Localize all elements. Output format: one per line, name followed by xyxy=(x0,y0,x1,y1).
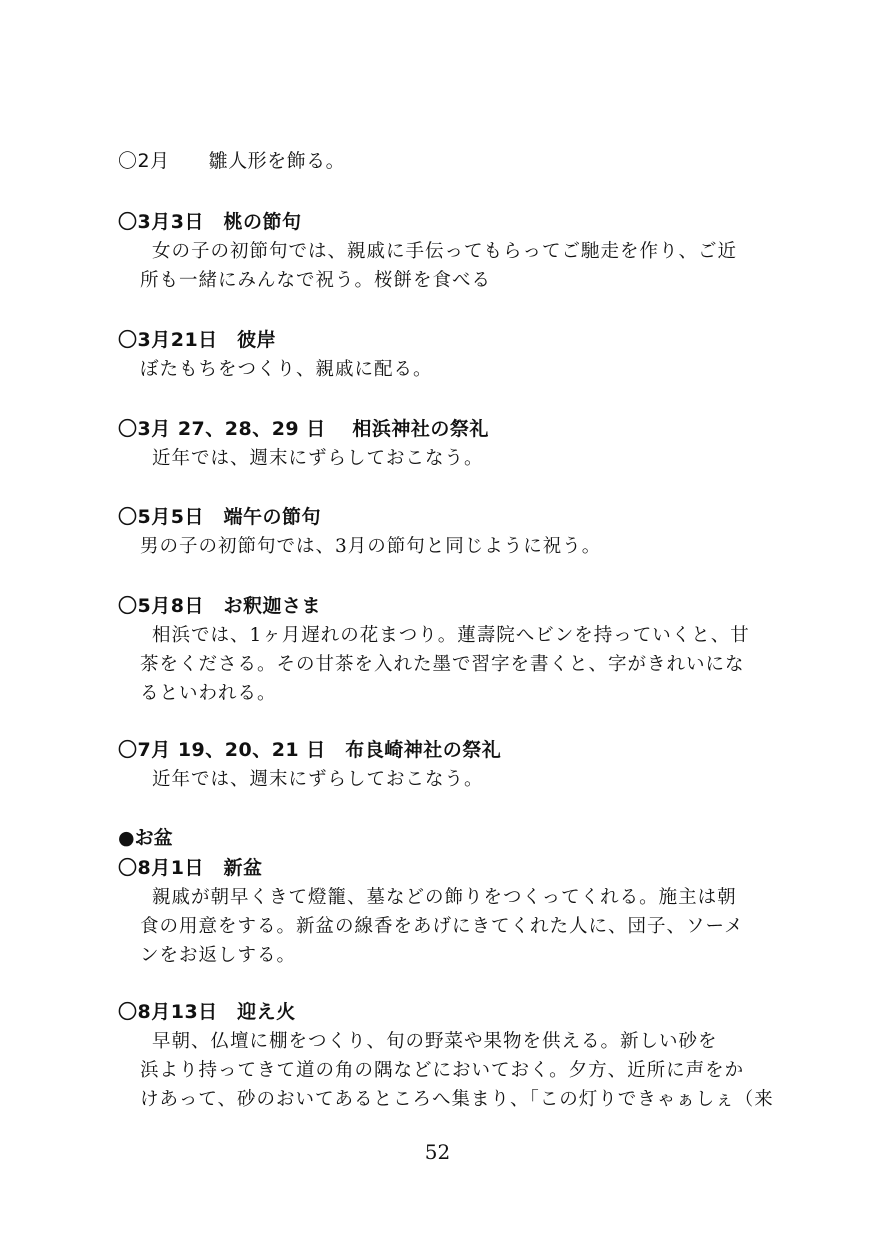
entry-body xyxy=(118,765,778,794)
body-line: 親戚が朝早くきて燈籠、墓などの飾りをつくってくれる。施主は朝 xyxy=(152,887,737,908)
entry-heading: 〇3月 27、28、29 日 相浜神社の祭礼 xyxy=(118,418,489,440)
entry-heading: 〇5月8日 お釈迦さま xyxy=(118,595,321,617)
body-line: 茶をくださる。その甘茶を入れた墨で習字を書くと、字がきれいにな xyxy=(140,654,745,675)
entry-heading: 〇3月3日 桃の節句 xyxy=(118,211,302,233)
body-line: 早朝、仏壇に棚をつくり、旬の野菜や果物を供える。新しい砂を xyxy=(152,1031,718,1052)
body-line: 近年では、週末にずらしておこなう。 xyxy=(152,448,484,469)
entry-body xyxy=(118,532,778,561)
entry-heading: 〇8月13日 迎え火 xyxy=(118,1001,296,1023)
entry-feb xyxy=(118,146,778,176)
entry-aug1 xyxy=(118,853,778,970)
entry-jul19 xyxy=(118,735,778,794)
body-line: 浜より持ってきて道の角の隅などにおいておく。夕方、近所に声をか xyxy=(140,1060,745,1081)
entry-may8 xyxy=(118,591,778,708)
entry-may5 xyxy=(118,502,778,561)
entry-body xyxy=(118,883,778,970)
entry-body xyxy=(118,444,778,473)
entry-body xyxy=(118,621,778,708)
entry-mar3 xyxy=(118,207,778,295)
section-heading-obon: ●お盆 xyxy=(118,827,173,849)
entry-heading: 〇8月1日 新盆 xyxy=(118,857,263,879)
entry-body xyxy=(118,355,778,384)
entry-heading: 〇2月 雛人形を飾る。 xyxy=(118,150,346,172)
body-line: 所も一緒にみんなで祝う。桜餅を食べる xyxy=(140,270,492,291)
entry-body xyxy=(118,1027,778,1114)
body-line: 食の用意をする。新盆の線香をあげにきてくれた人に、団子、ソーメ xyxy=(140,916,744,937)
body-line: けあって、砂のおいてあるところへ集まり、「この灯りできゃぁしぇ（来 xyxy=(140,1089,774,1110)
page-number: 52 xyxy=(424,1140,451,1164)
entry-mar27 xyxy=(118,414,778,473)
entry-heading: 〇5月5日 端午の節句 xyxy=(118,506,321,528)
body-line: 女の子の初節句では、親戚に手伝ってもらってご馳走を作り、ご近 xyxy=(152,241,738,262)
body-line: 男の子の初節句では、3月の節句と同じように祝う。 xyxy=(140,536,602,557)
entry-aug13 xyxy=(118,997,778,1114)
body-line: るといわれる。 xyxy=(140,683,277,704)
body-line: 近年では、週末にずらしておこなう。 xyxy=(152,769,484,790)
entry-heading: 〇3月21日 彼岸 xyxy=(118,329,277,351)
entry-body xyxy=(118,237,778,295)
body-line: 相浜では、1ヶ月遅れの花まつり。蓮壽院へビンを持っていくと、甘 xyxy=(152,625,750,646)
entry-heading: 〇7月 19、20、21 日 布良崎神社の祭礼 xyxy=(118,739,502,761)
entry-mar21 xyxy=(118,325,778,384)
body-line: ンをお返しする。 xyxy=(140,945,297,966)
body-line: ぼたもちをつくり、親戚に配る。 xyxy=(140,359,433,380)
